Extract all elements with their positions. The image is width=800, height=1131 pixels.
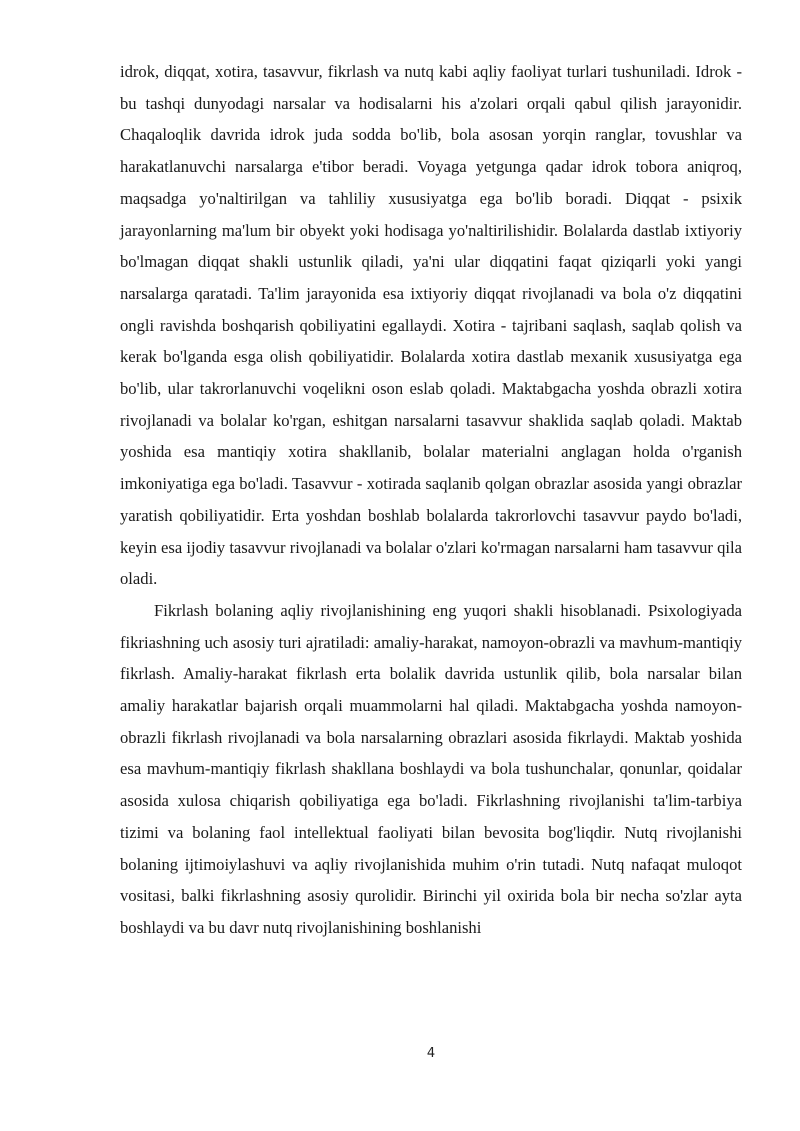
page-number: 4: [426, 1046, 436, 1061]
document-body: [120, 56, 742, 944]
paragraph-thinking-speech: Fikrlash bolaning aqliy rivojlanishining eng yuqori shakli hisoblanadi. Psixologiyada fikriashning uch asosiy turi ajratiladi: amaliy-harakat, namoyon-obrazli va mavhum-mantiqiy fikrlash. Amaliy-harakat fikrlash erta bolalik davrida ustunlik qilib, bola narsalar bilan amaliy harakatlar bajarish orqali muammolarni hal qiladi. Maktabgacha yoshda namoyon-obrazli fikrlash rivojlanadi va bola narsalarning obrazlari asosida fikrlaydi. Maktab yoshida esa mavhum-mantiqiy fikrlash shakllana boshlaydi va bola tushunchalar, qonunlar, qoidalar asosida xulosa chiqarish qobiliyatiga ega bo'ladi. Fikrlashning rivojlanishi ta'lim-tarbiya tizimi va bolaning faol intellektual faoliyati bilan bevosita bog'liqdir. Nutq rivojlanishi bolaning ijtimoiylashuvi va aqliy rivojlanishida muhim o'rin tutadi. Nutq nafaqat muloqot vositasi, balki fikrlashning asosiy qurolidir. Birinchi yil oxirida bola bir necha so'zlar ayta boshlaydi va bu davr nutq rivojlanishining boshlanishi: [120, 600, 742, 937]
paragraph-perception-attention-memory: idrok, diqqat, xotira, tasavvur, fikrlash va nutq kabi aqliy faoliyat turlari tushuniladi. Idrok - bu tashqi dunyodagi narsalar va hodisalarni his a'zolari orqali qabul qilish jarayonidir. Chaqaloqlik davrida idrok juda sodda bo'lib, bola asosan yorqin ranglar, tovushlar va harakatlanuvchi narsalarga e'tibor beradi. Voyaga yetgunga qadar idrok tobora aniqroq, maqsadga yo'naltirilgan va tahliliy xususiyatga ega bo'lib boradi. Diqqat - psixik jarayonlarning ma'lum bir obyekt yoki hodisaga yo'naltirilishidir. Bolalarda dastlab ixtiyoriy bo'lmagan diqqat shakli ustunlik qiladi, ya'ni ular diqqatini faqat qiziqarli yoki yangi narsalarga qaratadi. Ta'lim jarayonida esa ixtiyoriy diqqat rivojlanadi va bola o'z diqqatini ongli ravishda boshqarish qobiliyatini egallaydi. Xotira - tajribani saqlash, saqlab qolish va kerak bo'lganda esga olish qobiliyatidir. Bolalarda xotira dastlab mexanik xususiyatga ega bo'lib, ular takrorlanuvchi voqelikni oson eslab qoladi. Maktabgacha yoshda obrazli xotira rivojlanadi va bolalar ko'rgan, eshitgan narsalarni tasavvur shaklida saqlab qoladi. Maktab yoshida esa mantiqiy xotira shakllanib, bolalar materialni anglagan holda o'rganish imkoniyatiga ega bo'ladi. Tasavvur - xotirada saqlanib qolgan obrazlar asosida yangi obrazlar yaratish qobiliyatidir. Erta yoshdan boshlab bolalarda takrorlovchi tasavvur paydo bo'ladi, keyin esa ijodiy tasavvur rivojlanadi va bolalar o'zlari ko'rmagan narsalarni ham tasavvur qila oladi.: [120, 62, 742, 589]
